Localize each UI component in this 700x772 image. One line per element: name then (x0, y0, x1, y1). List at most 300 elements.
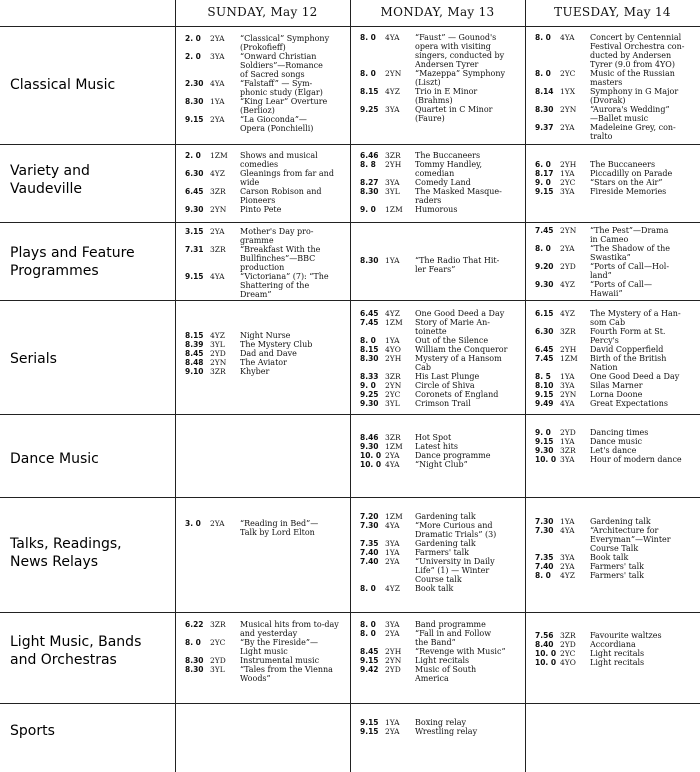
program-entry (535, 280, 698, 298)
program-station: 4YA (560, 526, 575, 535)
program-title-line: masters (590, 78, 623, 87)
program-title-line: (Prokofieff) (240, 43, 286, 52)
category-label-line: Vaudeville (10, 181, 83, 197)
program-station: 2YD (385, 665, 401, 674)
program-time: 8.46 (360, 433, 379, 442)
row-divider (0, 26, 700, 27)
program-entry (535, 33, 698, 69)
program-time: 8.30 (360, 256, 379, 265)
program-entry (535, 160, 698, 169)
program-station: 4YA (560, 33, 575, 42)
program-entry (360, 451, 525, 460)
program-time: 6.15 (535, 309, 554, 318)
program-entry (535, 187, 698, 196)
program-title-line: “Onward Christian (240, 52, 317, 61)
program-station: 1ZM (385, 318, 403, 327)
program-title-line: production (240, 263, 285, 272)
program-station: 3YA (210, 52, 225, 61)
program-time: 8.27 (360, 178, 379, 187)
program-time: 8.30 (185, 665, 204, 674)
program-title-line: (Berlioz) (240, 106, 275, 115)
program-entry (360, 205, 525, 214)
program-station: 2YH (385, 160, 402, 169)
program-title-line: Course talk (415, 575, 462, 584)
program-title-line: Music of South (415, 665, 477, 674)
program-time: 9.25 (360, 390, 379, 399)
program-entry (535, 105, 698, 123)
program-station: 4YA (560, 399, 575, 408)
program-entry (535, 381, 698, 390)
program-station: 4YZ (385, 309, 400, 318)
program-entry (535, 390, 698, 399)
program-time: 6.45 (185, 187, 204, 196)
day-header-monday: MONDAY, May 13 (380, 5, 495, 19)
category-label-line: and Orchestras (10, 652, 117, 668)
program-title-line: Dance programme (415, 451, 491, 460)
row-divider (0, 414, 700, 415)
program-title-line: Farmers' talk (415, 548, 469, 557)
program-station: 2YD (560, 428, 576, 437)
program-station: 1ZM (210, 151, 228, 160)
category-label-line: Sports (10, 723, 55, 739)
program-time: 8.39 (185, 340, 204, 349)
program-entry (185, 187, 350, 205)
program-title-line: Fourth Form at St. (590, 327, 666, 336)
category-label (10, 244, 170, 280)
program-entry (360, 718, 525, 727)
program-entry (360, 372, 525, 381)
program-entry (535, 631, 698, 640)
program-title-line: Book talk (415, 584, 454, 593)
program-entry (360, 512, 525, 521)
program-entry (535, 399, 698, 408)
program-title-line: “The Pest”—Drama (590, 226, 669, 235)
row-divider (0, 300, 700, 301)
program-title-line: Let's dance (590, 446, 637, 455)
program-entry (185, 349, 350, 358)
program-title-line: Shattering of the (240, 281, 310, 290)
program-title-line: “Falstaff” — Sym- (240, 79, 313, 88)
program-title-line: “Reading in Bed”— (240, 519, 319, 528)
program-title-line: Coronets of England (415, 390, 499, 399)
program-title-line: Shows and musical (240, 151, 318, 160)
program-station: 3ZR (385, 151, 401, 160)
program-title-line: “Ports of Call— (590, 280, 652, 289)
program-time: 9.30 (360, 399, 379, 408)
category-label-line: Dance Music (10, 451, 99, 467)
program-time: 8. 0 (535, 571, 551, 580)
program-title-line: One Good Deed a Day (590, 372, 680, 381)
program-entry (360, 521, 525, 539)
program-entry (360, 647, 525, 656)
program-time: 9.30 (535, 446, 554, 455)
program-entry (360, 727, 525, 736)
program-title-line: Hour of modern dance (590, 455, 682, 464)
program-station: 1ZM (385, 512, 403, 521)
program-entry (360, 665, 525, 683)
program-station: 2YN (210, 358, 227, 367)
program-title-line: Piccadilly on Parade (590, 169, 673, 178)
program-time: 7.35 (360, 539, 379, 548)
program-time: 8.14 (535, 87, 554, 96)
program-title-line: Talk by Lord Elton (240, 528, 315, 537)
program-station: 3YL (210, 665, 225, 674)
program-title-line: Percy's (590, 336, 619, 345)
program-title-line: (Brahms) (415, 96, 453, 105)
program-time: 6.30 (185, 169, 204, 178)
program-station: 4YZ (210, 169, 225, 178)
program-time: 9. 0 (535, 428, 551, 437)
program-station: 2YN (560, 105, 577, 114)
program-station: 4YO (560, 658, 576, 667)
program-title-line: Nation (590, 363, 618, 372)
program-station: 2YC (385, 390, 401, 399)
program-title-line: “Revenge with Music” (415, 647, 506, 656)
program-time: 9.15 (535, 187, 554, 196)
program-entry (535, 169, 698, 178)
program-title-line: Boxing relay (415, 718, 466, 727)
program-title-line: Symphony in G Major (590, 87, 679, 96)
program-title-line: “Breakfast With the (240, 245, 321, 254)
program-time: 8. 5 (535, 372, 551, 381)
program-title-line: Humorous (415, 205, 458, 214)
program-station: 4YZ (385, 87, 400, 96)
program-station: 4YA (385, 460, 400, 469)
program-title-line: som Cab (590, 318, 626, 327)
program-station: 2YC (560, 178, 576, 187)
row-divider (0, 703, 700, 704)
program-entry (535, 446, 698, 455)
program-entry (360, 87, 525, 105)
program-station: 4YZ (210, 331, 225, 340)
program-time: 7.30 (535, 517, 554, 526)
day-header-tuesday: TUESDAY, May 14 (554, 5, 671, 19)
program-station: 3ZR (385, 372, 401, 381)
program-title-line: Opera (Ponchielli) (240, 124, 314, 133)
program-entry (360, 256, 525, 274)
category-label (10, 76, 170, 94)
program-entry (185, 52, 350, 79)
program-title-line: “Architecture for (590, 526, 659, 535)
program-entry (535, 372, 698, 381)
program-station: 3ZR (560, 631, 576, 640)
program-time: 8. 0 (535, 33, 551, 42)
program-time: 9. 0 (360, 381, 376, 390)
row-divider (0, 144, 700, 145)
program-time: 10. 0 (360, 460, 382, 469)
program-entry (185, 331, 350, 340)
program-station: 4YA (385, 521, 400, 530)
program-entry (185, 272, 350, 299)
column-divider (175, 0, 176, 772)
program-cell (360, 309, 525, 408)
program-title-line: The Mystery Club (240, 340, 313, 349)
program-entry (360, 442, 525, 451)
program-time: 7.40 (535, 562, 554, 571)
program-title-line: Mother's Day pro- (240, 227, 314, 236)
program-entry (360, 548, 525, 557)
program-time: 8.33 (360, 372, 379, 381)
program-time: 8.45 (360, 647, 379, 656)
program-title-line: Festival Orchestra con- (590, 42, 685, 51)
program-entry (185, 34, 350, 52)
program-station: 3ZR (560, 446, 576, 455)
program-title-line: (Liszt) (415, 78, 441, 87)
program-station: 3ZR (210, 367, 226, 376)
program-entry (535, 455, 698, 464)
program-title-line: “Night Club” (415, 460, 468, 469)
program-station: 2YN (210, 205, 227, 214)
program-time: 2. 0 (185, 151, 201, 160)
program-cell (535, 33, 698, 141)
program-title-line: Accordiana (590, 640, 636, 649)
program-title-line: Crimson Trail (415, 399, 471, 408)
program-station: 3ZR (560, 327, 576, 336)
program-title-line: Madeleine Grey, con- (590, 123, 676, 132)
program-station: 2YN (385, 69, 402, 78)
program-station: 2YN (560, 390, 577, 399)
program-entry (535, 178, 698, 187)
program-entry (185, 358, 350, 367)
program-title-line: Musical hits from to-day (240, 620, 339, 629)
program-title-line: Concert by Centennial (590, 33, 682, 42)
program-cell (360, 33, 525, 123)
program-station: 3ZR (210, 620, 226, 629)
program-entry (535, 553, 698, 562)
program-station: 2YD (210, 349, 226, 358)
program-time: 8.30 (535, 105, 554, 114)
program-time: 6.46 (360, 151, 379, 160)
program-title-line: Hawaii” (590, 289, 623, 298)
program-station: 1YA (560, 437, 575, 446)
program-station: 2YA (560, 562, 575, 571)
program-entry (535, 87, 698, 105)
program-entry (535, 345, 698, 354)
program-title-line: comedian (415, 169, 455, 178)
program-time: 9.30 (185, 205, 204, 214)
program-entry (360, 390, 525, 399)
day-header-sunday: SUNDAY, May 12 (207, 5, 318, 19)
program-station: 4YZ (385, 584, 400, 593)
program-entry (360, 318, 525, 336)
program-time: 8. 0 (535, 244, 551, 253)
program-station: 4YZ (560, 280, 575, 289)
program-entry (360, 381, 525, 390)
program-time: 9.30 (360, 442, 379, 451)
program-time: 8.30 (185, 97, 204, 106)
program-time: 3. 0 (185, 519, 201, 528)
program-station: 1YA (385, 718, 400, 727)
program-entry (185, 97, 350, 115)
program-entry (535, 69, 698, 87)
program-title-line: Gleanings from far and (240, 169, 334, 178)
program-time: 2. 0 (185, 52, 201, 61)
program-cell (360, 512, 525, 593)
program-entry (360, 584, 525, 593)
program-time: 7.40 (360, 557, 379, 566)
program-time: 8. 0 (360, 69, 376, 78)
program-title-line: Light recitals (590, 649, 645, 658)
program-entry (185, 340, 350, 349)
program-entry (185, 620, 350, 638)
program-time: 8. 0 (535, 69, 551, 78)
program-title-line: “Faust” — Gounod's (415, 33, 497, 42)
program-station: 3YL (210, 340, 225, 349)
program-station: 2YA (560, 244, 575, 253)
program-time: 7.45 (360, 318, 379, 327)
program-time: 8.10 (535, 381, 554, 390)
program-title-line: phonic study (Elgar) (240, 88, 323, 97)
program-cell (185, 331, 350, 376)
program-time: 6. 0 (535, 160, 551, 169)
program-station: 3YL (385, 399, 400, 408)
program-entry (535, 658, 698, 667)
program-title-line: The Mystery of a Han- (590, 309, 681, 318)
program-title-line: Tyrer (9.0 from 4YO) (590, 60, 675, 69)
program-station: 2YD (560, 262, 576, 271)
program-time: 7.40 (360, 548, 379, 557)
program-title-line: Pioneers (240, 196, 276, 205)
program-station: 2YA (210, 519, 225, 528)
program-entry (535, 123, 698, 141)
program-station: 3YA (385, 539, 400, 548)
program-time: 8. 0 (360, 629, 376, 638)
program-title-line: The Masked Masque- (415, 187, 502, 196)
program-station: 2YH (560, 160, 577, 169)
program-entry (185, 169, 350, 187)
program-station: 1ZM (385, 205, 403, 214)
program-station: 4YA (210, 79, 225, 88)
program-title-line: Dance music (590, 437, 642, 446)
program-time: 9.15 (360, 656, 379, 665)
program-entry (535, 437, 698, 446)
program-title-line: “La Gioconda”— (240, 115, 307, 124)
program-title-line: Khyber (240, 367, 270, 376)
program-entry (360, 399, 525, 408)
program-title-line: (Dvorak) (590, 96, 626, 105)
program-station: 1YX (560, 87, 576, 96)
program-title-line: Swastika” (590, 253, 631, 262)
program-title-line: “The Shadow of the (590, 244, 671, 253)
program-entry (185, 79, 350, 97)
program-entry (360, 33, 525, 69)
program-entry (185, 665, 350, 683)
program-entry (535, 428, 698, 437)
program-title-line: Great Expectations (590, 399, 668, 408)
program-station: 1YA (385, 256, 400, 265)
program-title-line: raders (415, 196, 442, 205)
program-time: 8. 0 (360, 336, 376, 345)
program-title-line: Latest hits (415, 442, 458, 451)
program-title-line: Light recitals (415, 656, 470, 665)
column-divider (525, 0, 526, 772)
program-title-line: Book talk (590, 553, 629, 562)
program-title-line: opera with visiting (415, 42, 491, 51)
program-time: 9.15 (185, 115, 204, 124)
program-station: 3ZR (385, 433, 401, 442)
program-entry (360, 151, 525, 160)
program-cell (185, 620, 350, 683)
program-entry (360, 629, 525, 647)
program-title-line: Dramatic Trials” (3) (415, 530, 497, 539)
program-title-line: Fireside Memories (590, 187, 667, 196)
program-title-line: Pinto Pete (240, 205, 282, 214)
program-station: 1YA (560, 372, 575, 381)
program-entry (185, 227, 350, 245)
program-title-line: “More Curious and (415, 521, 493, 530)
program-title-line: Woods” (240, 674, 271, 683)
program-cell (185, 227, 350, 299)
program-entry (535, 309, 698, 327)
program-time: 9.37 (535, 123, 554, 132)
program-station: 1YA (385, 548, 400, 557)
program-time: 9.30 (535, 280, 554, 289)
program-station: 2YC (560, 649, 576, 658)
program-cell (185, 34, 350, 133)
program-title-line: Wrestling relay (415, 727, 478, 736)
program-title-line: Gardening talk (415, 539, 476, 548)
program-entry (185, 638, 350, 656)
program-entry (535, 226, 698, 244)
program-entry (360, 105, 525, 123)
program-station: 2YH (385, 647, 402, 656)
program-title-line: Music of the Russian (590, 69, 675, 78)
program-entry (360, 69, 525, 87)
program-station: 2YH (385, 354, 402, 363)
program-time: 9. 0 (535, 178, 551, 187)
program-cell (185, 519, 350, 537)
program-station: 2YA (210, 34, 225, 43)
program-entry (360, 336, 525, 345)
program-entry (535, 649, 698, 658)
program-title-line: Circle of Shiva (415, 381, 475, 390)
program-entry (535, 327, 698, 345)
program-station: 3YA (560, 187, 575, 196)
program-cell (360, 620, 525, 683)
program-title-line: Comedy Land (415, 178, 471, 187)
program-title-line: Lorna Doone (590, 390, 643, 399)
program-title-line: Quartet in C Minor (415, 105, 493, 114)
column-divider (350, 0, 351, 772)
row-divider (0, 497, 700, 498)
program-title-line: Carson Robison and (240, 187, 322, 196)
program-time: 9.10 (185, 367, 204, 376)
program-time: 8.40 (535, 640, 554, 649)
category-label (10, 722, 170, 740)
program-title-line: Gardening talk (590, 517, 651, 526)
program-title-line: Instrumental music (240, 656, 320, 665)
program-cell (535, 226, 698, 298)
program-time: 9.15 (185, 272, 204, 281)
program-title-line: Farmers' talk (590, 571, 644, 580)
category-label (10, 450, 170, 468)
program-time: 7.30 (535, 526, 554, 535)
program-time: 7.31 (185, 245, 204, 254)
program-title-line: “Mazeppa” Symphony (415, 69, 505, 78)
category-label-line: Plays and Feature (10, 245, 135, 261)
program-time: 9.49 (535, 399, 554, 408)
program-time: 8.45 (185, 349, 204, 358)
program-station: 1YA (210, 97, 225, 106)
program-title-line: “King Lear” Overture (240, 97, 328, 106)
program-time: 9.25 (360, 105, 379, 114)
program-title-line: land” (590, 271, 612, 280)
program-title-line: Farmers' talk (590, 562, 644, 571)
program-title-line: gramme (240, 236, 274, 245)
program-time: 9.15 (360, 727, 379, 736)
program-title-line: Band programme (415, 620, 486, 629)
program-title-line: Life” (1) — Winter (415, 566, 490, 575)
